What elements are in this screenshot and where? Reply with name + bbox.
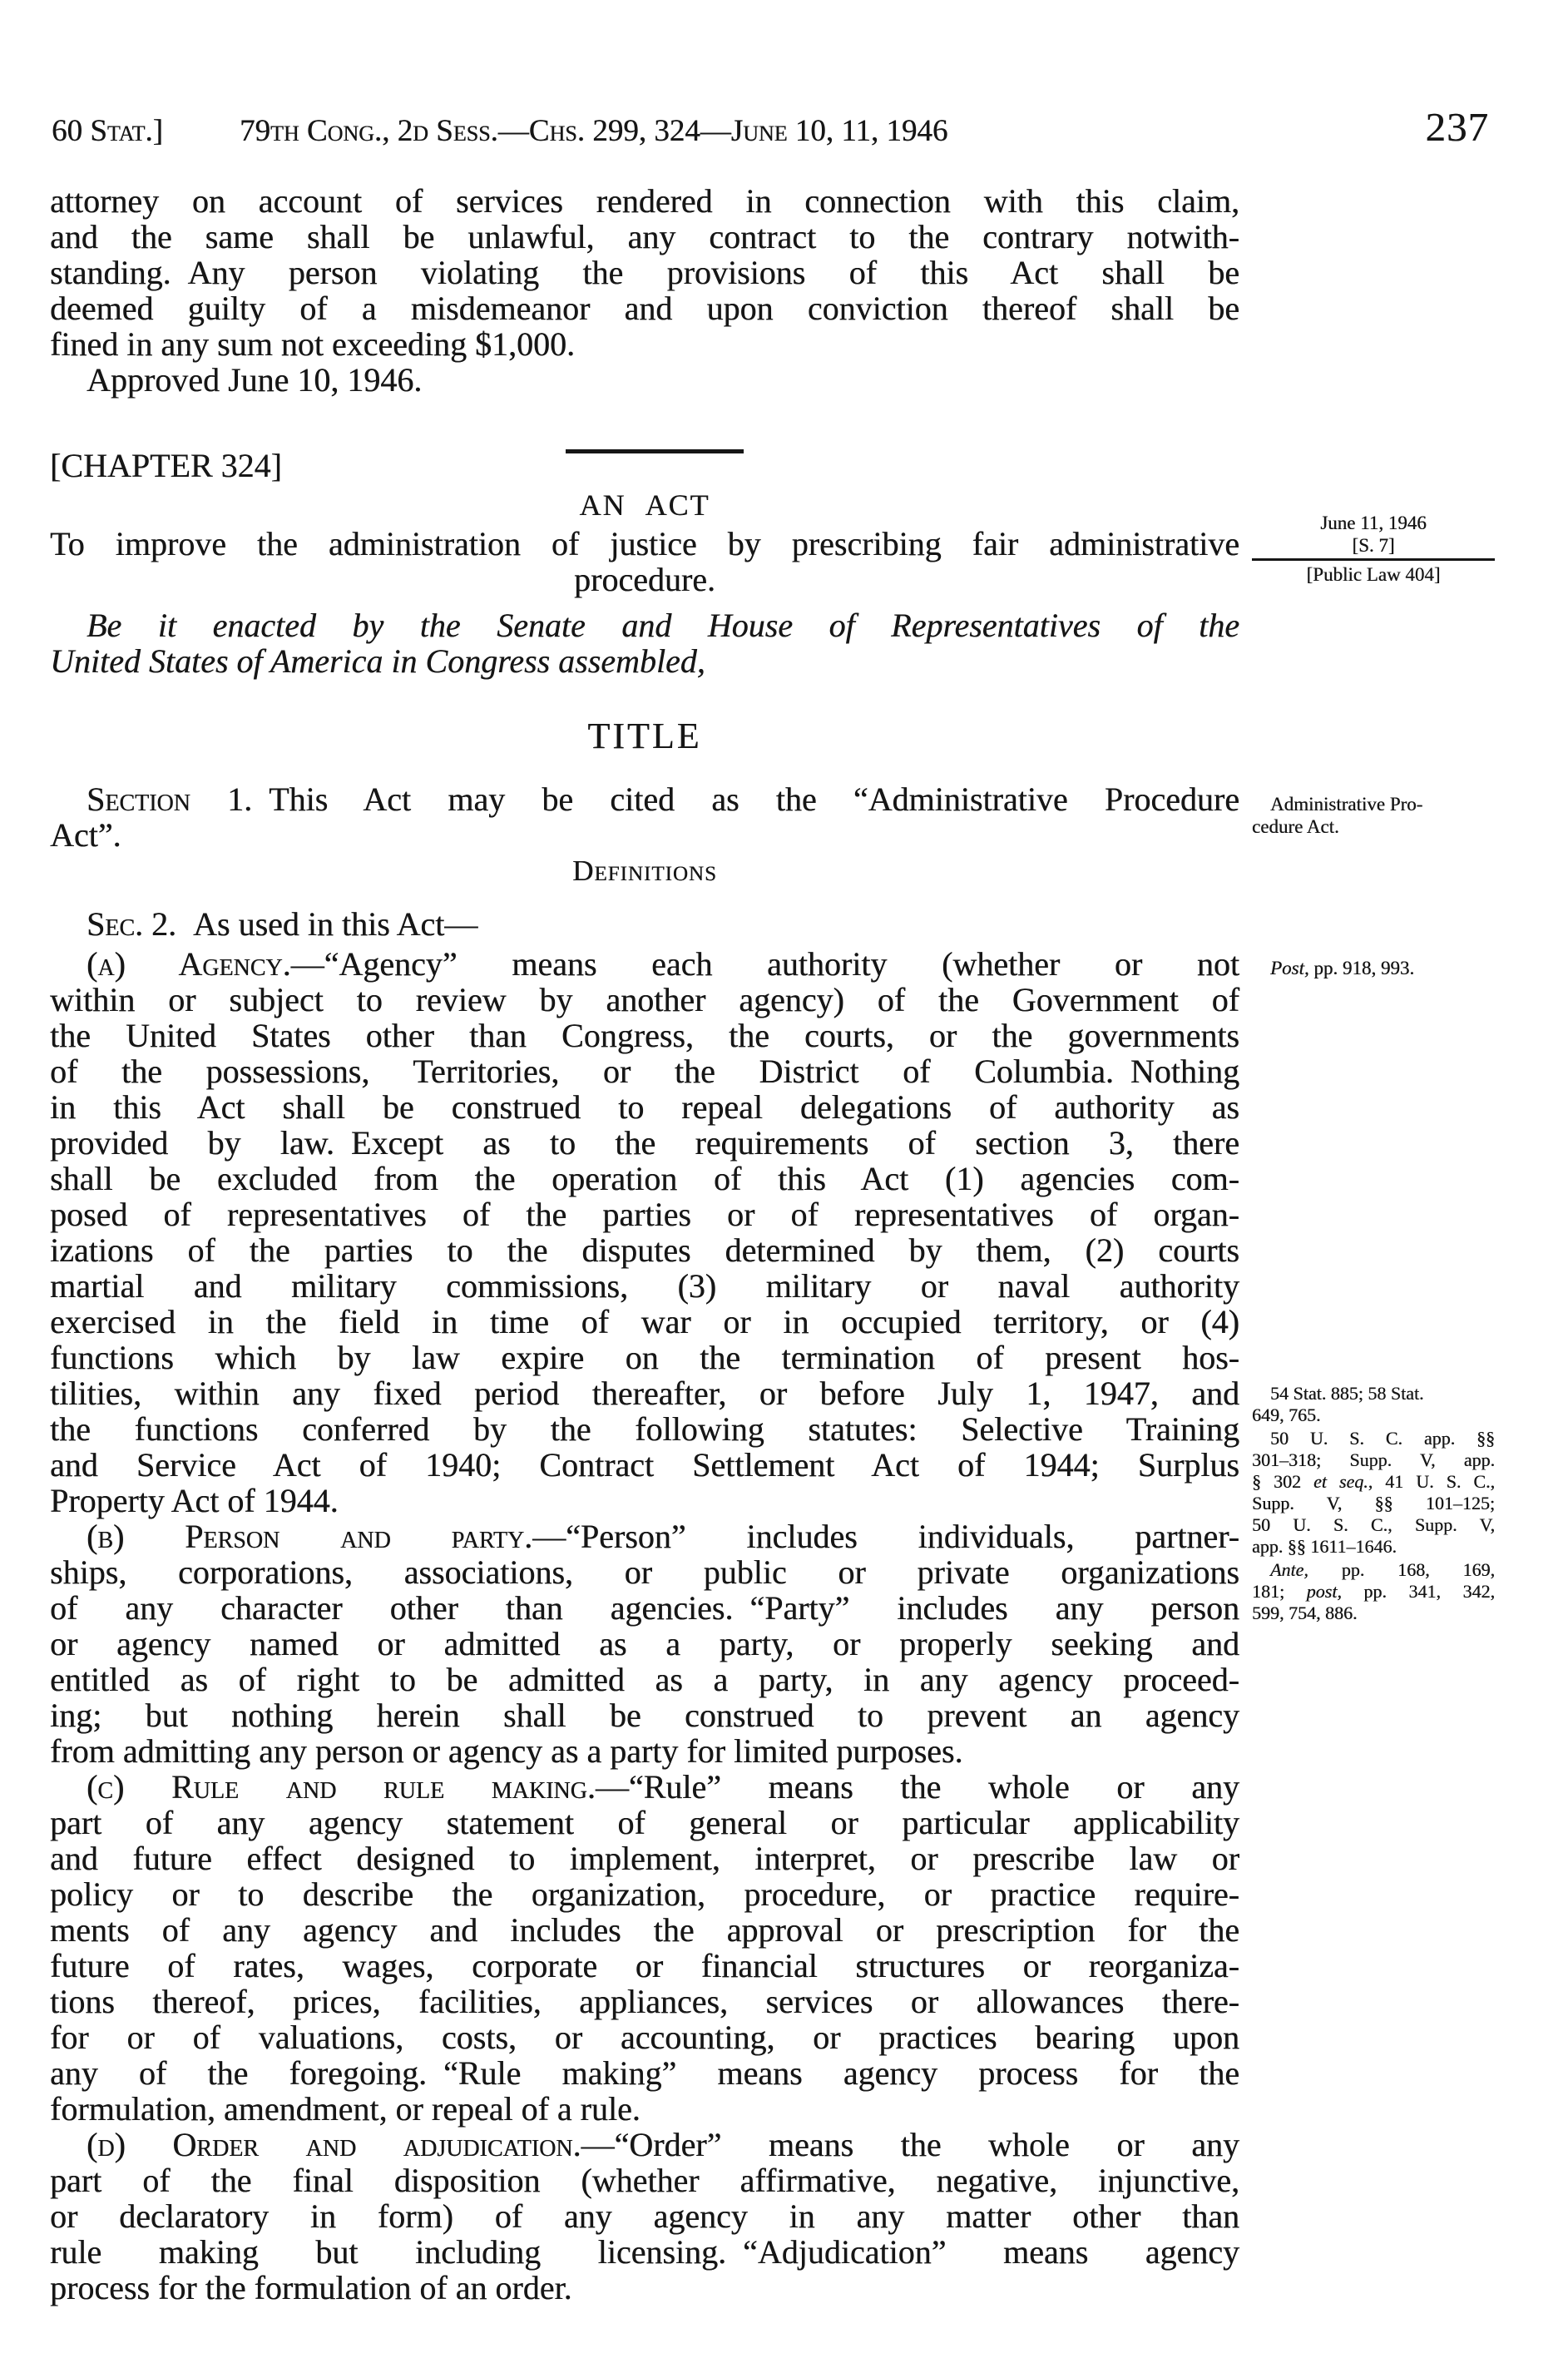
- text-line: in this Act shall be construed to repeal delegations of authority as: [50, 1088, 1239, 1126]
- text-line: posed of representatives of the parties or of representatives of organ-: [50, 1196, 1239, 1233]
- text-line: Approved June 10, 1946.: [87, 361, 423, 399]
- text-line: within or subject to review by another agency) of the Government of: [50, 981, 1239, 1018]
- text-line: provided by law. Except as to the requirements of section 3, there: [50, 1124, 1239, 1162]
- margin-note-stat-ref: [1252, 1383, 1495, 1426]
- text-line: functions which by law expire on the termination of present hos-: [50, 1339, 1239, 1376]
- text-line: ing; but nothing herein shall be construed to prevent an agency: [50, 1697, 1239, 1734]
- text-line: attorney on account of services rendered in connection with this claim,: [50, 182, 1239, 220]
- text-line: future of rates, wages, corporate or financial structures or reorganiza-: [50, 1947, 1239, 1984]
- section-2-intro: [50, 906, 1239, 942]
- text-line: part of any agency statement of general or particular applicability: [50, 1804, 1239, 1841]
- definition-a-continuation: [50, 982, 1239, 1518]
- ante-ref-pages: 181;: [1252, 1581, 1307, 1602]
- ante-ref-italic: Ante,: [1270, 1559, 1308, 1580]
- approval-line: [50, 362, 1239, 398]
- text-line: policy or to describe the organization, procedure, or practice require-: [50, 1875, 1239, 1913]
- definition-c-label: (c) Rule and rule making.—: [87, 1768, 629, 1806]
- text-line: [50, 946, 1239, 982]
- text-line: part of the final disposition (whether affirmative, negative, injunctive,: [50, 2162, 1239, 2199]
- usc-ref-et-seq: et seq.: [1313, 1471, 1368, 1492]
- margin-note-date-bill: [1252, 512, 1495, 586]
- section-1-paragraph: [50, 781, 1239, 853]
- act-long-title: [50, 526, 1239, 597]
- text-line: [1252, 1559, 1495, 1581]
- definition-a-label: (a) Agency.—: [87, 945, 324, 983]
- definition-a-agency: [50, 946, 1239, 1518]
- definition-c-continuation: [50, 1805, 1239, 2127]
- running-head: [52, 104, 1489, 150]
- text-line: the functions conferred by the following statutes: Selective Training: [50, 1410, 1239, 1448]
- definition-c-text: “Rule” means the whole or any: [628, 1768, 1239, 1806]
- text-line: for or of valuations, costs, or accounting, or practices bearing upon: [50, 2019, 1239, 2056]
- text-line: [50, 2127, 1239, 2162]
- usc-ref-part: , 41 U. S. C.,: [1368, 1471, 1495, 1492]
- text-line: [1252, 957, 1495, 979]
- text-line: 599, 754, 886.: [1252, 1603, 1358, 1623]
- text-line: [50, 906, 1239, 942]
- congress-session-line: 79th Cong., 2d Sess.—Chs. 299, 324—June 10, 11, 1946: [239, 114, 948, 148]
- text-line: or declaratory in form) of any agency in any matter other than: [50, 2197, 1239, 2235]
- continuation-paragraph: [50, 183, 1239, 362]
- definition-d-continuation: [50, 2162, 1239, 2306]
- text-line: 54 Stat. 885; 58 Stat.: [1270, 1383, 1424, 1404]
- text-line: and the same shall be unlawful, any contract to the contrary notwith-: [50, 218, 1239, 255]
- margin-note-act-name: [1252, 793, 1495, 838]
- text-line: 649, 765.: [1252, 1404, 1321, 1425]
- text-line: [50, 1518, 1239, 1554]
- text-line: To improve the administration of justice by prescribing fair administrative: [50, 525, 1239, 562]
- ante-ref-pages: pp. 341, 342,: [1341, 1581, 1495, 1602]
- section-1-text: This Act may be cited as the “Administrative Procedure: [252, 780, 1239, 818]
- definition-b-text: “Person” includes individuals, partner-: [566, 1518, 1239, 1555]
- section-1-continuation: [50, 817, 1239, 853]
- text-line: of the possessions, Territories, or the District of Columbia. Nothing: [50, 1053, 1239, 1090]
- text-line: Act”.: [50, 816, 121, 854]
- text-line: ments of any agency and includes the approval or prescription for the: [50, 1911, 1239, 1949]
- chapter-label: [CHAPTER 324]: [50, 447, 282, 484]
- margin-note-bill-number: [S. 7]: [1352, 535, 1395, 556]
- text-line: Be it enacted by the Senate and House of Representatives of the: [87, 607, 1239, 644]
- definition-d-text: “Order” means the whole or any: [614, 2126, 1239, 2163]
- definition-d-order-adjudication: [50, 2127, 1239, 2306]
- ante-ref-pages: pp. 168, 169,: [1308, 1559, 1495, 1580]
- text-line: or agency named or admitted as a party, or properly seeking and: [50, 1625, 1239, 1662]
- text-line: deemed guilty of a misdemeanor and upon conviction thereof shall be: [50, 290, 1239, 327]
- text-line: formulation, amendment, or repeal of a rule.: [50, 2090, 641, 2128]
- text-line: 50 U. S. C., Supp. V,: [1252, 1514, 1495, 1535]
- text-line: tilities, within any fixed period thereafter, or before July 1, 1947, and: [50, 1375, 1239, 1412]
- text-line: from admitting any person or agency as a party for limited purposes.: [50, 1732, 963, 1770]
- text-line: ships, corporations, associations, or public or private organizations: [50, 1553, 1239, 1591]
- definition-c-rule-making: [50, 1769, 1239, 2127]
- margin-note-public-law: [Public Law 404]: [1306, 564, 1441, 585]
- an-act-heading: AN ACT: [579, 488, 710, 522]
- text-line: [50, 781, 1239, 817]
- text-line: tions thereof, prices, facilities, appliances, services or allowances there-: [50, 1983, 1239, 2020]
- text-line: and Service Act of 1940; Contract Settlement Act of 1944; Surplus: [50, 1446, 1239, 1484]
- margin-note-usc-ref: [1252, 1428, 1495, 1558]
- text-line: martial and military commissions, (3) military or naval authority: [50, 1267, 1239, 1305]
- text-line: process for the formulation of an order.: [50, 2269, 572, 2306]
- post-ref-italic: Post,: [1270, 958, 1309, 978]
- margin-note-post-ref: [1252, 957, 1495, 979]
- text-line: Administrative Pro-: [1270, 794, 1423, 815]
- text-line: any of the foregoing. “Rule making” means agency process for the: [50, 2054, 1239, 2092]
- text-line: fined in any sum not exceeding $1,000.: [50, 325, 575, 363]
- text-line: rule making but including licensing. “Adjudication” means agency: [50, 2233, 1239, 2271]
- text-line: and future effect designed to implement, interpret, or prescribe law or: [50, 1840, 1239, 1877]
- section-1-label: Section 1.: [87, 780, 253, 818]
- section-2-text: As used in this Act—: [176, 905, 478, 943]
- text-line: 50 U. S. C. app. §§: [1270, 1428, 1495, 1449]
- text-line: cedure Act.: [1252, 816, 1339, 837]
- stat-citation: 60 Stat.]: [52, 114, 163, 148]
- text-line: entitled as of right to be admitted as a party, in any agency proceed-: [50, 1661, 1239, 1698]
- definition-b-person-party: [50, 1518, 1239, 1769]
- text-line: izations of the parties to the disputes determined by them, (2) courts: [50, 1231, 1239, 1269]
- definition-a-text: “Agency” means each authority (whether or not: [324, 945, 1239, 983]
- text-line: the United States other than Congress, the courts, or the governments: [50, 1017, 1239, 1054]
- margin-note-ante-post-ref: [1252, 1559, 1495, 1624]
- definition-b-label: (b) Person and party.—: [87, 1518, 566, 1555]
- definition-b-continuation: [50, 1554, 1239, 1769]
- text-line: app. §§ 1611–1646.: [1252, 1536, 1397, 1557]
- text-line: [1252, 1471, 1495, 1493]
- enacting-clause: [50, 607, 1239, 679]
- text-line: Property Act of 1944.: [50, 1482, 339, 1519]
- definition-d-label: (d) Order and adjudication.—: [87, 2126, 615, 2163]
- page-number: 237: [1425, 104, 1489, 150]
- text-line: shall be excluded from the operation of this Act (1) agencies com-: [50, 1160, 1239, 1197]
- text-line: United States of America in Congress assembled,: [50, 642, 705, 680]
- post-ref-pages: pp. 918, 993.: [1308, 958, 1415, 978]
- text-line: of any character other than agencies. “Party” includes any person: [50, 1589, 1239, 1627]
- text-line: [50, 1769, 1239, 1805]
- title-heading: TITLE: [587, 716, 702, 756]
- text-line: [1252, 1581, 1495, 1603]
- definitions-heading: Definitions: [572, 855, 717, 887]
- margin-note-rule: [1252, 558, 1495, 561]
- section-2-label: Sec. 2.: [87, 905, 177, 943]
- main-text-column: [50, 183, 1239, 2306]
- text-line: procedure.: [574, 561, 715, 598]
- text-line: 301–318; Supp. V, app.: [1252, 1449, 1495, 1470]
- text-line: exercised in the field in time of war or in occupied territory, or (4): [50, 1303, 1239, 1340]
- margin-note-date: June 11, 1946: [1320, 513, 1427, 533]
- text-line: standing. Any person violating the provisions of this Act shall be: [50, 254, 1239, 291]
- post-ref-italic: post,: [1306, 1581, 1342, 1602]
- usc-ref-part: § 302: [1252, 1471, 1313, 1492]
- text-line: Supp. V, §§ 101–125;: [1252, 1493, 1495, 1513]
